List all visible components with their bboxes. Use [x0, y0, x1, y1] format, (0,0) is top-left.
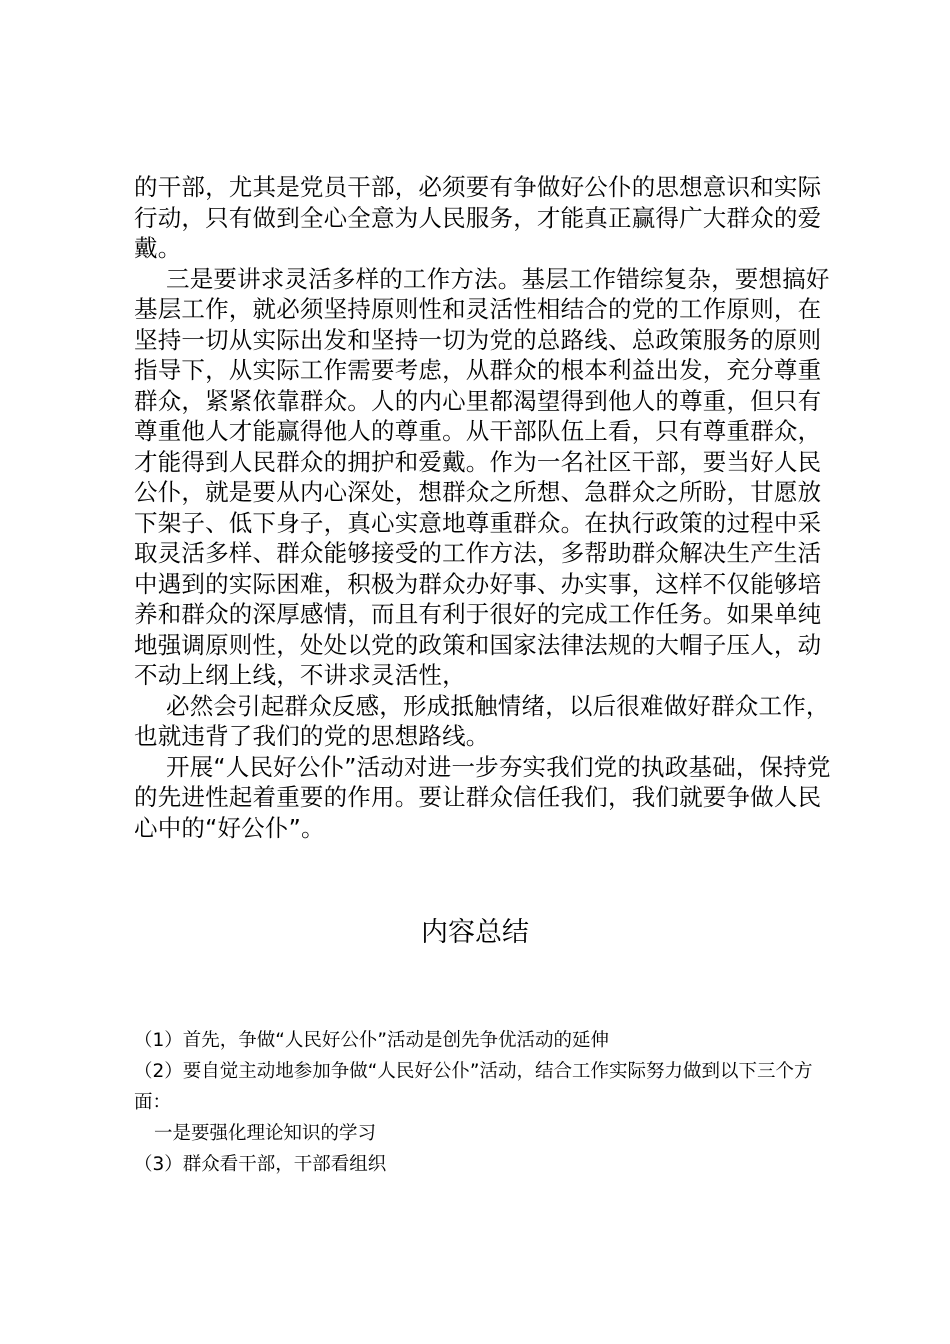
paragraph: 必然会引起群众反感，形成抵触情绪，以后很难做好群众工作，也就违背了我们的党的思想路线。	[134, 691, 830, 750]
paragraph: 开展“人民好公仆”活动对进一步夯实我们党的执政基础，保持党的先进性起着重要的作用。要让群众信任我们，我们就要争做人民心中的“好公仆”。	[134, 752, 831, 842]
paragraph: 的干部，尤其是党员干部，必须要有争做好公仆的思想意识和实际行动，只有做到全心全意为人民服务，才能真正赢得广大群众的爱戴。	[134, 173, 822, 262]
summary-list	[134, 1025, 834, 1180]
summary-item: 一是要强化理论知识的学习	[154, 1123, 377, 1144]
summary-item: （1）首先，争做“人民好公仆”活动是创先争优活动的延伸	[134, 1030, 609, 1051]
summary-item: （3）群众看干部，干部看组织	[134, 1154, 387, 1175]
summary-title: 内容总结	[421, 917, 529, 948]
body-text	[134, 172, 834, 843]
paragraph: 三是要讲求灵活多样的工作方法。基层工作错综复杂，要想搞好基层工作，就必须坚持原则性和灵活性相结合的党的工作原则，在坚持一切从实际出发和坚持一切为党的总路线、总政策服务的原则指导下，从实际工作需要考虑，从群众的根本利益出发，充分尊重群众，紧紧依靠群众。人的内心里都渴望得到他人的尊重，但只有尊重他人才能赢得他人的尊重。从干部队伍上看，只有尊重群众，才能得到人民群众的拥护和爱戴。作为一名社区干部，要当好人民公仆，就是要从内心深处，想群众之所想、急群众之所盼，甘愿放下架子、低下身子，真心实意地尊重群众。在执行政策的过程中采取灵活多样、群众能够接受的工作方法，多帮助群众解决生产生活中遇到的实际困难，积极为群众办好事、办实事，这样不仅能够培养和群众的深厚感情，而且有利于很好的完成工作任务。如果单纯地强调原则性，处处以党的政策和国家法律法规的大帽子压人，动不动上纲上线，不讲求灵活性，	[134, 264, 830, 689]
summary-item: （2）要自觉主动地参加争做“人民好公仆”活动，结合工作实际努力做到以下三个方面：	[134, 1061, 813, 1113]
